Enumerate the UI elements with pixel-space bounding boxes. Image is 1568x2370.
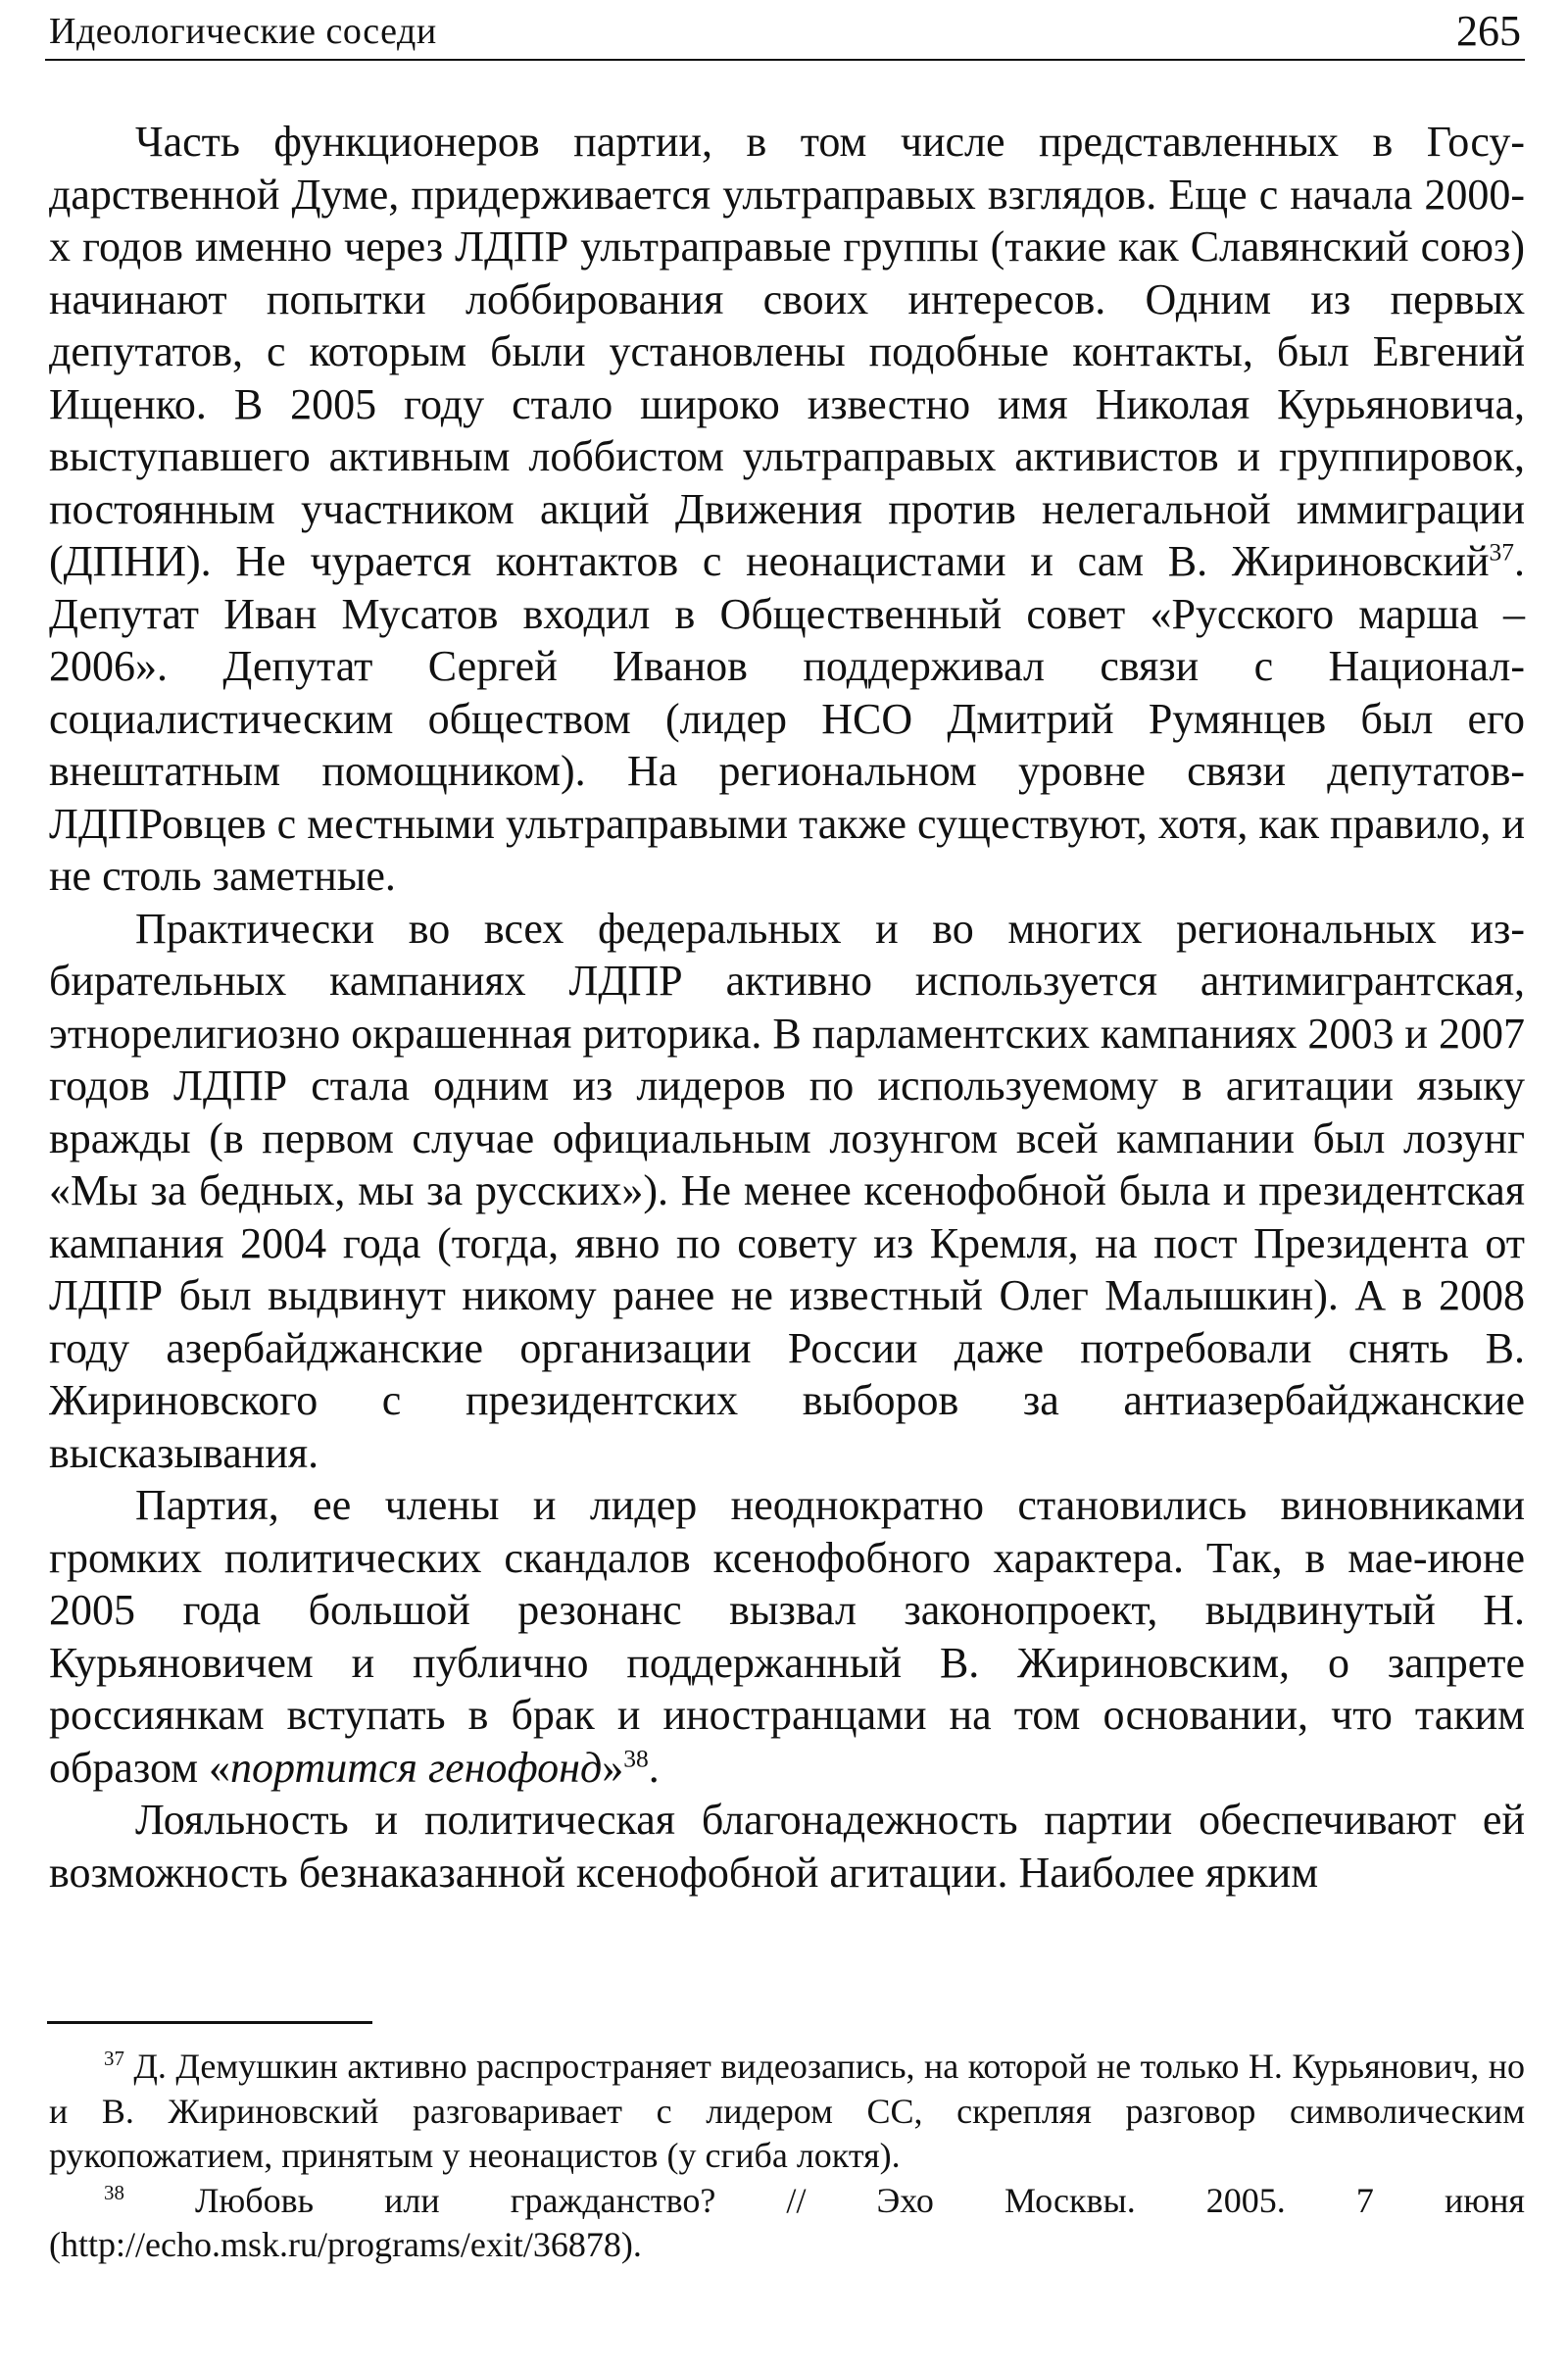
footnote-38	[49, 2179, 1525, 2268]
paragraph-2: Практически во всех федеральных и во многих региональных избирательных кампаниях ЛДПР активно используется антимигрантская, этнорелигиозно окрашенная риторика. В парламентских кампаниях 2003 и 2007 годов ЛДПР стала одним из лидеров по используемому в агитации языку вражды (в первом случае официальным лозунгом всей кампании был лозунг «Мы за бедных, мы за русских»). Не менее ксенофобной была и президентская кампания 2004 года (тогда, явно по совету из Кремля, на пост Президента от ЛДПР был выдвинут никому ранее не известный Олег Малышкин). А в 2008 году азербайджанские организации России даже потребовали снять В. Жириновского с президентских выборов за антиазербайджанские высказывания.	[49, 904, 1525, 1477]
footnote-divider	[47, 2021, 372, 2024]
running-title: Идеологические соседи	[49, 11, 437, 52]
paragraph-3-italic-quote: портится генофонд	[230, 1743, 603, 1792]
footnote-37-text: Д. Демушкин активно распространяет видеозапись, на которой не только Н. Курьянович, но и В. Жириновский разговаривает с лидером СС, скрепляя разговор символическим рукопожатием, принятым у неонацистов (у сгиба локтя).	[49, 2047, 1525, 2175]
paragraph-3-text-c: .	[648, 1743, 660, 1792]
paragraph-4: Лояльность и политическая благонадежность партии обеспечивают ей возможность безнаказанной ксенофобной агитации. Наиболее ярким	[49, 1796, 1525, 1897]
footnote-38-text: Любовь или гражданство? // Эхо Москвы. 2005. 7 июня (http://echo.msk.ru/programs/exit/36878).	[49, 2180, 1525, 2264]
footnotes	[49, 2045, 1525, 2268]
paragraph-3-text-b: »	[602, 1743, 624, 1792]
paragraph-3	[49, 1479, 1525, 1794]
paragraph-3-text-a: Партия, ее члены и лидер неоднократно становились виновниками громких политических скандалов ксенофобного характера. Так, в мае-июне 2005 года большой резонанс вызвал законопроект, выдвинутый Н. Курьяновичем и публично поддержанный В. Жириновским, о запрете россиянкам вступать в брак и иностранцами на том основании, что таким образом «	[49, 1481, 1525, 1792]
footnote-37-number: 37	[104, 2047, 124, 2070]
paragraph-1-text-b: . Депутат Иван Мусатов входил в Общественный совет «Русского марша – 2006». Депутат Сергей Иванов поддерживал связи с Национал-социалистическим обществом (лидер НСО Дмитрий Румянцев был его внештатным помощником). На региональном уровне связи депутатов-ЛДПРовцев с местными ультраправыми также существуют, хотя, как правило, и не столь заметные.	[49, 537, 1525, 900]
running-header	[45, 4, 1525, 61]
footnote-37	[49, 2045, 1525, 2179]
paragraph-1-text-a: Часть функционеров партии, в том числе представленных в Государственной Думе, придерживается ультраправых взглядов. Еще с начала 2000-х годов именно через ЛДПР ультраправые группы (такие как Славянский союз) начинают попытки лоббирования своих интересов. Одним из первых депутатов, с которым были установлены подобные контакты, был Евгений Ищенко. В 2005 году стало широко известно имя Николая Курьяновича, выступавшего активным лоббистом ультраправых активистов и группировок, постоянным участником акций Движения против нелегальной иммиграции (ДПНИ). Не чурается контактов с неонацистами и сам В. Жириновский	[49, 118, 1525, 585]
main-text	[49, 116, 1525, 1899]
footnote-ref-37: 37	[1489, 537, 1514, 567]
footnote-ref-38: 38	[623, 1743, 649, 1772]
paragraph-1	[49, 116, 1525, 903]
footnote-38-number: 38	[104, 2180, 124, 2204]
page-number: 265	[1456, 7, 1521, 55]
